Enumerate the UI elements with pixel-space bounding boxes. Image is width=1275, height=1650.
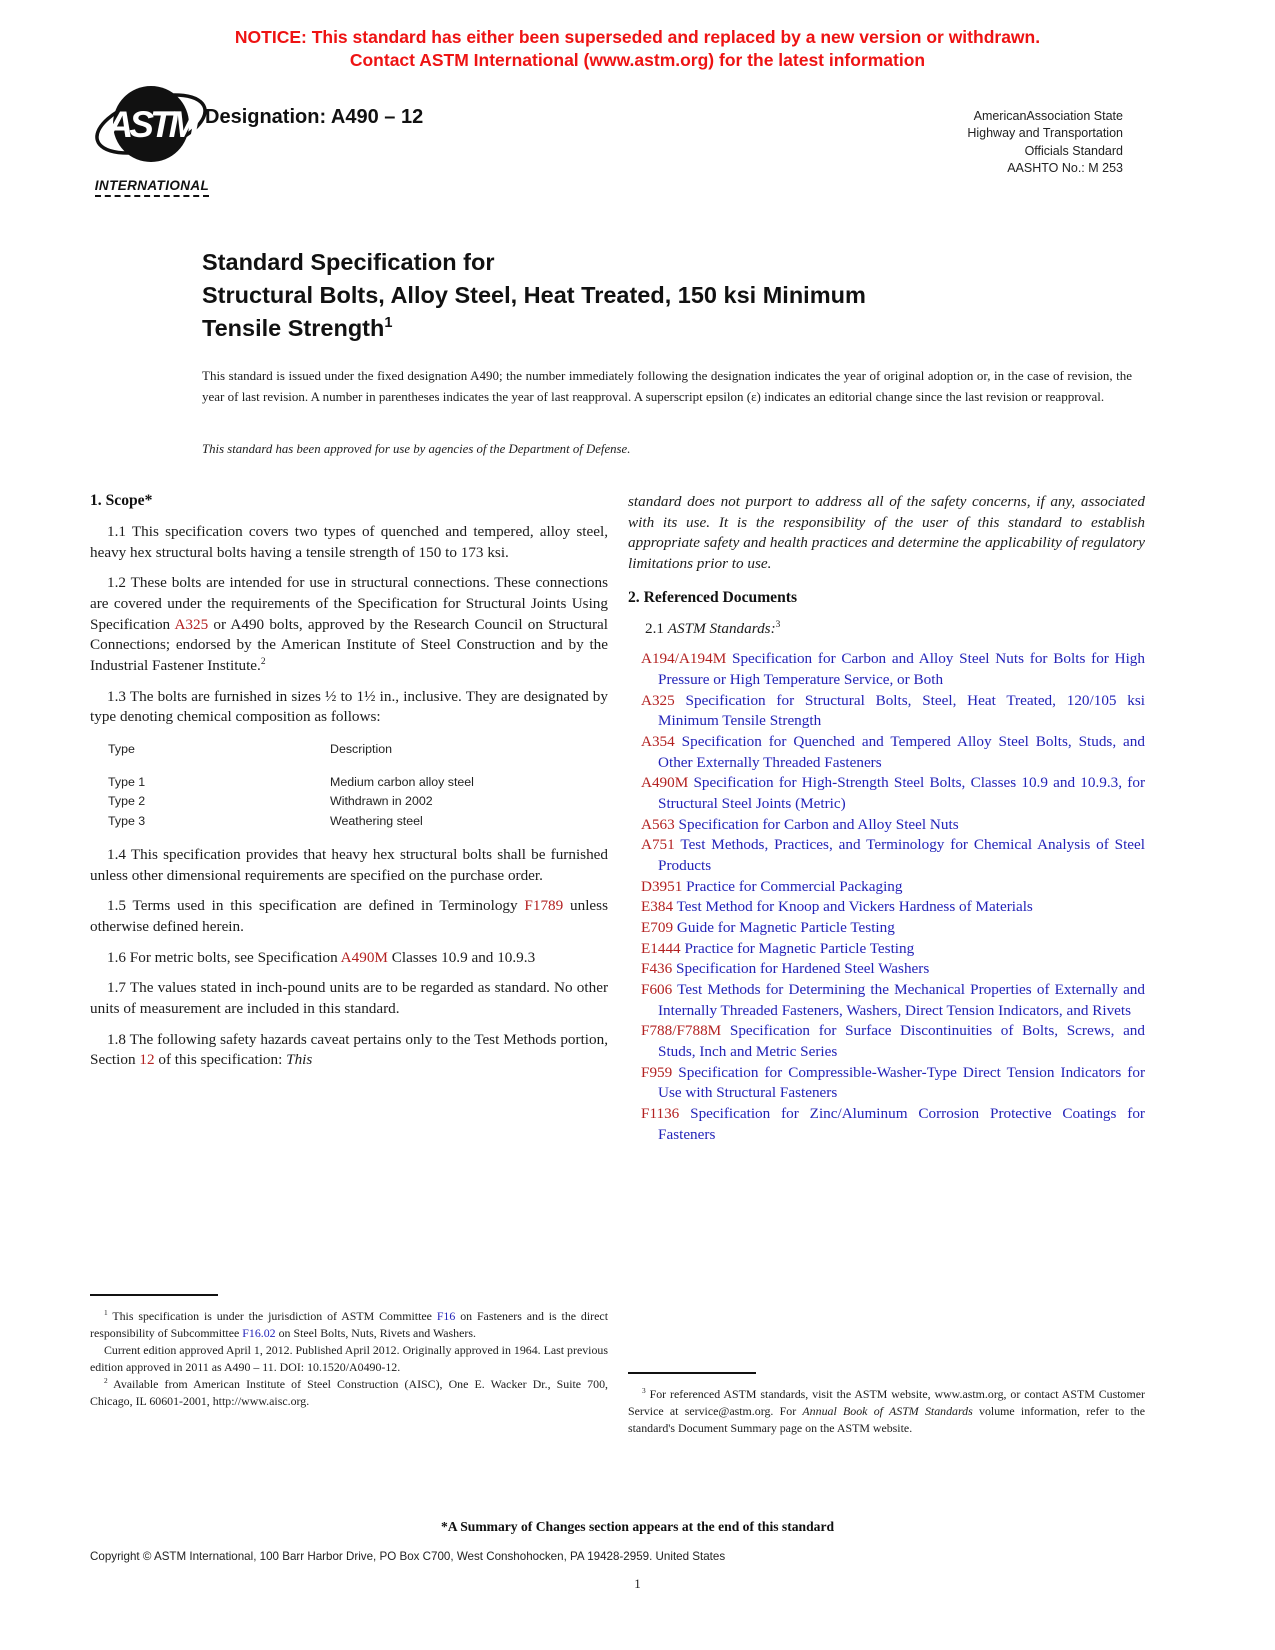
text-segment: 2.1 (645, 619, 668, 637)
text-segment: 2 (260, 656, 266, 667)
text-segment: standard does not purport to address all of the safety concerns, if any, associated with its use. It is the responsibility of the user of this standard to establish appropriate safety and health practices and determine the applicability of regulatory limitations prior to use. (628, 493, 1145, 573)
reference-title-link[interactable]: Guide for Magnetic Particle Testing (673, 919, 895, 937)
text-segment: unless otherwise defined herein. (90, 897, 608, 935)
reference-title-link[interactable]: Test Method for Knoop and Vickers Hardness of Materials (673, 898, 1033, 916)
para-1-8 (90, 1030, 608, 1071)
reference-item (628, 918, 1145, 939)
copyright-line: Copyright © ASTM International, 100 Barr Harbor Drive, PO Box C700, West Conshohocken, PA 19428-2959. United States (90, 1550, 726, 1563)
reference-title-link[interactable]: Test Methods, Practices, and Terminology for Chemical Analysis of Steel Products (658, 836, 1145, 875)
type-table-col1-header: Type (108, 742, 135, 757)
type-table-col2-header: Description (330, 742, 392, 757)
footnote-3 (628, 1386, 1145, 1437)
text-segment: on Fasteners and is the direct responsibility of Subcommittee (90, 1309, 608, 1340)
astm-logo (93, 80, 211, 197)
reference-title-link[interactable]: Specification for Structural Bolts, Steel, Heat Treated, 120/105 ksi Minimum Tensile Strength (658, 691, 1145, 730)
reference-title-link[interactable]: Specification for Carbon and Alloy Steel Nuts for Bolts for High Pressure or High Temperature Service, or Both (658, 650, 1145, 689)
reference-title-link[interactable]: Specification for Compressible-Washer-Type Direct Tension Indicators for Use with Structural Fasteners (658, 1063, 1145, 1102)
text-segment: 1.3 The bolts are furnished in sizes ½ to 1½ in., inclusive. They are designated by type denoting chemical composition as follows: (90, 687, 608, 726)
reference-code-link[interactable]: E709 (641, 919, 674, 937)
reference-code-link[interactable]: A194/A194M (641, 650, 727, 668)
text-segment: 2 (104, 1375, 108, 1385)
reference-code-link[interactable]: F606 (641, 981, 673, 999)
summary-of-changes-note: *A Summary of Changes section appears at the end of this standard (440, 1519, 835, 1534)
text-segment: 1.6 For metric bolts, see Specification (107, 948, 341, 966)
reference-title-link[interactable]: Specification for Carbon and Alloy Steel Nuts (674, 815, 959, 833)
reference-code-link[interactable]: A563 (641, 815, 675, 833)
type-table-header (108, 740, 608, 759)
text-segment: Current edition approved April 1, 2012. Published April 2012. Originally approved in 1964. Last previous edition approved in 2011 as A490 – 11. DOI: 10.1520/A0490-12. (90, 1342, 608, 1374)
para-1-3 (90, 687, 608, 728)
text-segment: Classes 10.9 and 10.9.3 (387, 948, 536, 966)
reference-item (628, 1021, 1145, 1062)
reference-item (628, 1063, 1145, 1104)
superseded-notice (0, 26, 1275, 72)
reference-item (628, 691, 1145, 732)
reference-title-link[interactable]: Specification for Surface Discontinuities of Bolts, Screws, and Studs, Inch and Metric Series (658, 1022, 1145, 1061)
doc-link[interactable]: F16 (436, 1309, 456, 1323)
text-segment: For referenced ASTM standards, visit the ASTM website, www.astm.org, or contact ASTM Customer Service at service@astm.org. For (628, 1387, 1145, 1418)
doc-link[interactable]: A325 (174, 615, 209, 633)
reference-code-link[interactable]: E1444 (641, 939, 681, 957)
page-number: 1 (634, 1576, 641, 1591)
text-segment: 1.7 The values stated in inch-pound units are to be regarded as standard. No other units of measurement are included in this standard. (90, 979, 608, 1017)
designation: Designation: A490 – 12 (205, 106, 424, 128)
type-table-body (108, 773, 608, 831)
reference-title-link[interactable]: Specification for Hardened Steel Washers (672, 960, 930, 978)
superseded-notice-line2: Contact ASTM International (www.astm.org) for the latest information (349, 50, 926, 71)
references-list (628, 649, 1145, 1145)
text-segment: ASTM Standards: (667, 619, 776, 637)
description-cell: Weathering steel (330, 813, 423, 828)
title-line2: Structural Bolts, Alloy Steel, Heat Treated, 150 ksi Minimum (202, 281, 866, 308)
reference-code-link[interactable]: A490M (641, 774, 689, 792)
reference-title-link[interactable]: Test Methods for Determining the Mechanical Properties of Externally and Internally Threaded Fasteners, Washers, Direct Tension Indicators, and Rivets (658, 981, 1145, 1019)
type-table-row (108, 792, 608, 811)
reference-item (628, 835, 1145, 876)
reference-code-link[interactable]: F959 (641, 1063, 673, 1081)
text-segment: volume information, refer to the standard's Document Summary page on the ASTM website. (628, 1403, 1145, 1435)
aashto-note (967, 108, 1123, 177)
type-table-row (108, 773, 608, 792)
text-segment: 1.5 Terms used in this specification are defined in Terminology (107, 897, 525, 915)
reference-code-link[interactable]: A751 (641, 836, 675, 854)
text-segment: 3 (642, 1386, 646, 1396)
issuance-note: This standard is issued under the fixed designation A490; the number immediately following the designation indicates the year of original adoption or, in the case of revision, the year of last revision. A number in parentheses indicates the year of last reapproval. A superscript epsilon (ε) indicates an editorial change since the last revision or reapproval. (202, 368, 1132, 404)
para-1-5 (90, 896, 608, 937)
footnote-rule (628, 1372, 756, 1374)
reference-code-link[interactable]: D3951 (641, 877, 683, 895)
footnote-2 (90, 1376, 608, 1410)
text-segment: or A490 bolts, approved by the Research Council on Structural Connections; endorsed by the American Institute of Steel Construction and by the Industrial Fastener Institute. (90, 615, 608, 675)
reference-item (628, 980, 1145, 1021)
reference-title-link[interactable]: Practice for Magnetic Particle Testing (680, 939, 915, 957)
text-segment: 1 (104, 1308, 108, 1318)
section-2-heading: 2. Referenced Documents (628, 588, 798, 606)
text-segment: 1.4 This specification provides that heavy hex structural bolts shall be furnished unless other dimensional requirements are specified on the purchase order. (90, 845, 608, 884)
description-cell: Medium carbon alloy steel (330, 775, 474, 790)
text-segment: 1.8 The following safety hazards caveat pertains only to the Test Methods portion, Section (90, 1030, 608, 1069)
text-segment: This (286, 1051, 313, 1069)
aashto-line: Highway and Transportation (967, 126, 1123, 141)
aashto-line: AmericanAssociation State (973, 109, 1123, 123)
reference-code-link[interactable]: F436 (641, 960, 673, 978)
para-1-8-continuation (628, 492, 1145, 575)
reference-code-link[interactable]: E384 (641, 898, 674, 916)
title-line3 (202, 312, 1082, 345)
document-title (202, 246, 1082, 345)
right-column (628, 492, 1145, 1145)
reference-item (628, 815, 1145, 836)
reference-title-link[interactable]: Specification for High-Strength Steel Bolts, Classes 10.9 and 10.9.3, for Structural Steel Joints (Metric) (658, 774, 1145, 813)
text-segment: on Steel Bolts, Nuts, Rivets and Washers. (275, 1325, 476, 1340)
reference-item (628, 959, 1145, 980)
reference-title-link[interactable]: Practice for Commercial Packaging (682, 877, 903, 895)
doc-link[interactable]: F1789 (524, 897, 564, 915)
reference-item (628, 773, 1145, 814)
type-cell: Type 3 (108, 813, 146, 828)
para-2-1 (628, 619, 1145, 640)
title-line1: Standard Specification for (202, 249, 495, 275)
reference-item (628, 649, 1145, 690)
para-1-2 (90, 573, 608, 676)
doc-link[interactable]: 12 (139, 1051, 155, 1069)
para-1-4 (90, 845, 608, 886)
footnote-1-edition (90, 1342, 608, 1376)
reference-title-link[interactable]: Specification for Quenched and Tempered Alloy Steel Bolts, Studs, and Other Externally Threaded Fasteners (658, 733, 1145, 771)
text-segment: Annual Book of ASTM Standards (802, 1403, 973, 1418)
text-segment: 1.2 These bolts are intended for use in structural connections. These connections are covered under the requirements of the Specification for Structural Joints Using Specification (90, 574, 608, 633)
reference-code-link[interactable]: F788/F788M (641, 1022, 722, 1040)
footnotes-left (90, 1294, 608, 1409)
dod-approval-note: This standard has been approved for use by agencies of the Department of Defense. (202, 442, 631, 456)
footnotes-right (628, 1372, 1145, 1437)
reference-item (628, 897, 1145, 918)
reference-code-link[interactable]: A354 (641, 733, 675, 751)
text-segment: This specification is under the jurisdiction of ASTM Committee (107, 1309, 437, 1323)
reference-item (628, 877, 1145, 898)
text-segment: 1.1 This specification covers two types of quenched and tempered, alloy steel, heavy hex structural bolts having a tensile strength of 150 to 173 ksi. (90, 523, 608, 561)
doc-link[interactable]: F16.02 (242, 1325, 276, 1340)
text-segment: Available from American Institute of Steel Construction (AISC), One E. Wacker Dr., Suite 700, Chicago, IL 60601-2001, http://www.aisc.org. (90, 1376, 608, 1408)
text-segment: of this specification: (154, 1051, 287, 1069)
footnote-rule (90, 1294, 218, 1296)
para-1-7 (90, 978, 608, 1019)
text-segment: 3 (775, 619, 781, 630)
para-1-1 (90, 522, 608, 563)
reference-item (628, 939, 1145, 960)
astm-globe-icon (93, 80, 211, 172)
type-cell: Type 2 (108, 794, 146, 809)
superseded-notice-line1: NOTICE: This standard has either been superseded and replaced by a new version or withdrawn. (234, 27, 1041, 47)
footnote-1 (90, 1308, 608, 1342)
aashto-line: AASHTO No.: M 253 (1007, 160, 1123, 175)
type-cell: Type 1 (108, 775, 146, 790)
doc-link[interactable]: A490M (340, 948, 388, 966)
title-footnote-marker: 1 (384, 314, 393, 331)
type-table-row (108, 812, 608, 831)
description-cell: Withdrawn in 2002 (330, 794, 433, 809)
astm-logo-subtitle: INTERNATIONAL (95, 178, 209, 197)
svg-text:ASTM: ASTM (106, 104, 196, 145)
reference-title-link[interactable]: Specification for Zinc/Aluminum Corrosion Protective Coatings for Fasteners (658, 1105, 1145, 1143)
reference-item (628, 1104, 1145, 1145)
reference-code-link[interactable]: F1136 (641, 1105, 680, 1123)
para-1-6 (90, 948, 608, 969)
title-line3-text: Tensile Strength (202, 314, 385, 341)
reference-item (628, 732, 1145, 773)
reference-code-link[interactable]: A325 (641, 691, 675, 709)
aashto-line: Officials Standard (1024, 143, 1123, 158)
left-column (90, 492, 608, 1081)
section-1-heading: 1. Scope* (90, 492, 153, 509)
type-table (108, 740, 608, 831)
